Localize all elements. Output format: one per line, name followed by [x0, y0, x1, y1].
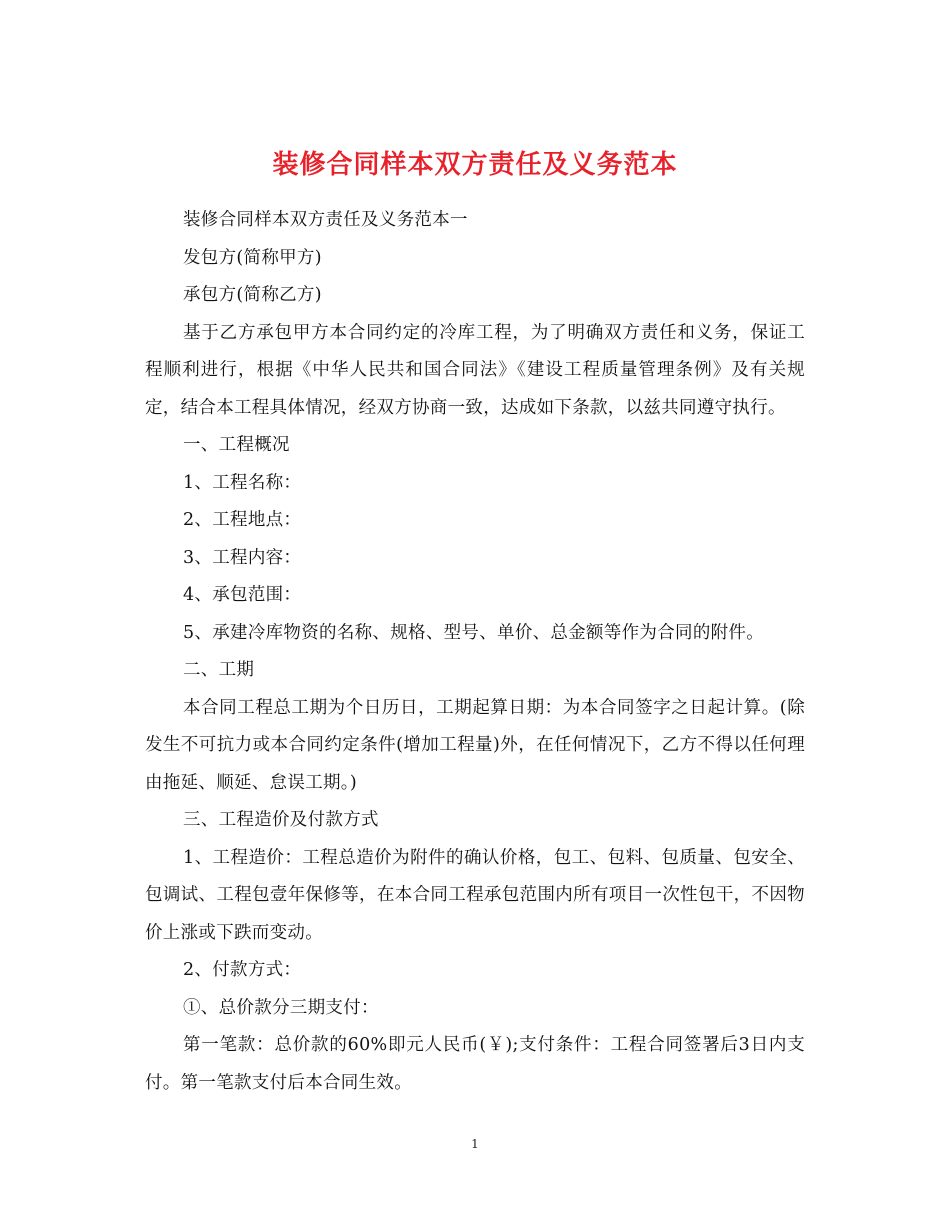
item-three-installments: ①、总价款分三期支付： — [183, 997, 379, 1018]
paragraph-schedule-terms: 本合同工程总工期为个日历日，工期起算日期：为本合同签字之日起计算。(除发生不可抗力或本合同约定条件(增加工程量)外，在任何情况下，乙方不得以任何理由拖延、顺延、怠误工期。) — [145, 697, 805, 793]
document-body — [145, 202, 805, 1102]
section-heading-cost-payment: 三、工程造价及付款方式 — [183, 810, 379, 830]
paragraph-preamble: 基于乙方承包甲方本合同约定的冷库工程，为了明确双方责任和义务，保证工程顺利进行，根据《中华人民共和国合同法》《建设工程质量管理条例》及有关规定，结合本工程具体情况，经双方协商一致，达成如下条款，以兹共同遵守执行。 — [145, 322, 805, 418]
item-contract-scope: 4、承包范围： — [183, 585, 302, 605]
paragraph-first-installment: 第一笔款：总价款的60%即元人民币(￥);支付条件：工程合同签署后3日内支付。第一笔款支付后本合同生效。 — [145, 1035, 805, 1093]
item-project-name: 1、工程名称： — [183, 472, 302, 493]
item-project-location: 2、工程地点： — [183, 510, 302, 530]
item-project-cost: 1、工程造价：工程总造价为附件的确认价格，包工、包料、包质量、包安全、包调试、工程包壹年保修等，在本合同工程承包范围内所有项目一次性包干，不因物价上涨或下跌而变动。 — [145, 847, 805, 943]
paragraph-party-a: 发包方(简称甲方) — [183, 247, 322, 268]
item-payment-method: 2、付款方式： — [183, 960, 302, 980]
section-heading-overview: 一、工程概况 — [183, 435, 290, 455]
page-number: 1 — [471, 1137, 479, 1151]
paragraph-party-b: 承包方(简称乙方) — [183, 285, 322, 305]
paragraph-template-heading: 装修合同样本双方责任及义务范本一 — [183, 210, 468, 230]
item-materials-attachment: 5、承建冷库物资的名称、规格、型号、单价、总金额等作为合同的附件。 — [183, 622, 765, 643]
item-project-content: 3、工程内容： — [183, 547, 302, 568]
section-heading-schedule: 二、工期 — [183, 660, 255, 680]
document-title: 装修合同样本双方责任及义务范本 — [272, 150, 678, 181]
